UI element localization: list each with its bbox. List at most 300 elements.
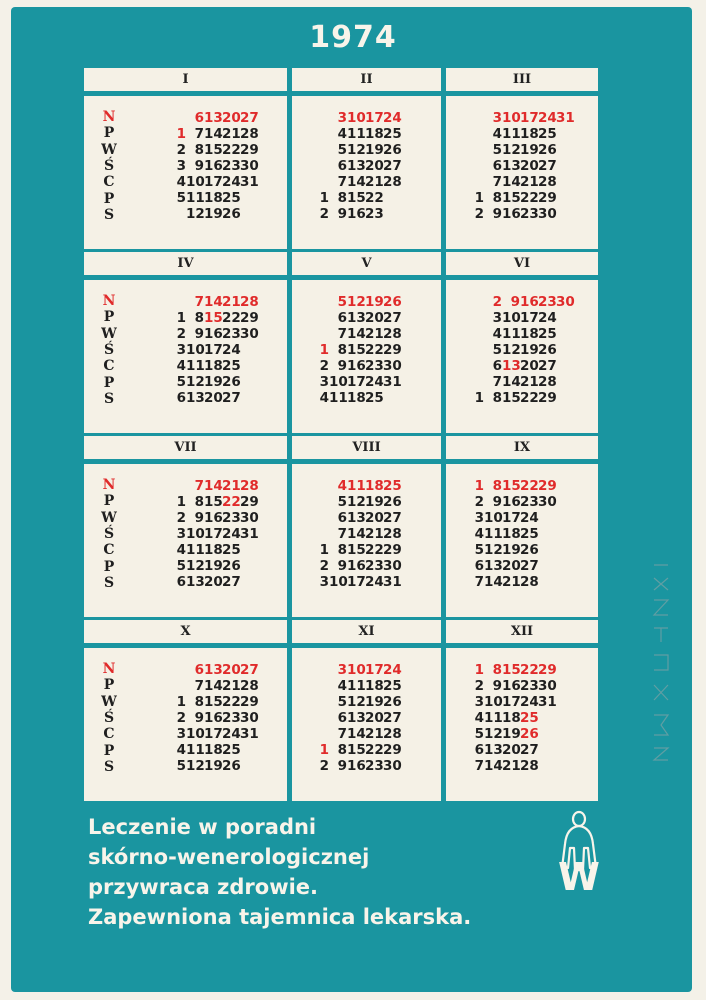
weekday-initial: Ś bbox=[103, 709, 115, 726]
day-number bbox=[556, 126, 574, 142]
day-number bbox=[240, 374, 258, 390]
day-number: 23 bbox=[520, 494, 539, 510]
day-number: 7 bbox=[337, 174, 347, 190]
day-number: 5 bbox=[337, 142, 347, 158]
day-number: 12 bbox=[347, 294, 366, 310]
day-number: 17 bbox=[204, 174, 223, 190]
day-number: 17 bbox=[502, 694, 521, 710]
day-number: 24 bbox=[365, 374, 384, 390]
weekday-initial: C bbox=[103, 174, 115, 191]
day-number: 10 bbox=[329, 574, 348, 590]
month-days-grid bbox=[466, 478, 574, 590]
day-number: 2 bbox=[319, 206, 329, 222]
month-header: IX bbox=[446, 436, 598, 459]
day-number: 23 bbox=[365, 758, 384, 774]
day-number bbox=[168, 662, 186, 678]
day-number: 29 bbox=[538, 478, 557, 494]
day-number: 20 bbox=[204, 574, 223, 590]
month-header: IV bbox=[84, 252, 287, 275]
day-number: 28 bbox=[538, 174, 557, 190]
day-number: 22 bbox=[222, 142, 241, 158]
day-number: 8 bbox=[492, 662, 502, 678]
weekday-initial: N bbox=[102, 109, 116, 125]
day-number: 17 bbox=[520, 110, 539, 126]
day-number: 22 bbox=[520, 478, 539, 494]
day-number: 29 bbox=[383, 542, 402, 558]
weekday-initial: P bbox=[103, 558, 115, 575]
day-number: 26 bbox=[383, 142, 402, 158]
day-number: 13 bbox=[204, 662, 223, 678]
day-number: 8 bbox=[492, 478, 502, 494]
day-number: 28 bbox=[240, 678, 259, 694]
day-number bbox=[538, 574, 556, 590]
day-number: 13 bbox=[347, 510, 366, 526]
day-number: 16 bbox=[347, 758, 366, 774]
day-number: 29 bbox=[538, 190, 557, 206]
day-number: 6 bbox=[194, 662, 204, 678]
day-number: 31 bbox=[556, 110, 575, 126]
day-number: 5 bbox=[474, 542, 484, 558]
month-days-grid bbox=[168, 294, 276, 406]
day-number bbox=[383, 190, 401, 206]
day-number: 25 bbox=[365, 390, 384, 406]
weekday-labels bbox=[96, 478, 122, 590]
day-number: 8 bbox=[337, 542, 347, 558]
month-header: VII bbox=[84, 436, 287, 459]
day-number: 14 bbox=[204, 478, 223, 494]
day-number bbox=[311, 526, 329, 542]
day-number bbox=[466, 358, 484, 374]
day-number: 15 bbox=[502, 190, 521, 206]
day-number: 17 bbox=[204, 726, 223, 742]
day-number: 17 bbox=[347, 574, 366, 590]
weekday-initial: P bbox=[103, 125, 115, 142]
day-number: 21 bbox=[365, 326, 384, 342]
day-number: 17 bbox=[502, 510, 521, 526]
day-number: 28 bbox=[520, 574, 539, 590]
weekday-initial: P bbox=[103, 374, 115, 391]
month-days-grid bbox=[311, 110, 419, 222]
day-number: 21 bbox=[222, 126, 241, 142]
day-number bbox=[311, 310, 329, 326]
day-number bbox=[168, 478, 186, 494]
day-number: 29 bbox=[383, 342, 402, 358]
day-number: 21 bbox=[520, 174, 539, 190]
day-number bbox=[240, 742, 258, 758]
day-number: 19 bbox=[204, 758, 223, 774]
weekday-initial: P bbox=[103, 742, 115, 759]
day-number: 31 bbox=[538, 694, 557, 710]
day-number: 26 bbox=[222, 206, 241, 222]
day-number bbox=[311, 678, 329, 694]
day-number: 7 bbox=[337, 526, 347, 542]
day-number: 5 bbox=[474, 726, 484, 742]
day-number: 19 bbox=[204, 374, 223, 390]
day-number: 9 bbox=[194, 326, 204, 342]
day-number bbox=[466, 326, 484, 342]
day-number: 10 bbox=[502, 310, 521, 326]
day-number bbox=[538, 742, 556, 758]
month-header: VI bbox=[446, 252, 598, 275]
day-number: 4 bbox=[176, 542, 186, 558]
day-number: 1 bbox=[176, 310, 186, 326]
weekday-initial: C bbox=[103, 542, 115, 559]
day-number: 28 bbox=[240, 126, 259, 142]
day-number bbox=[538, 526, 556, 542]
day-number: 16 bbox=[502, 678, 521, 694]
month-header: I bbox=[84, 68, 287, 91]
day-number: 11 bbox=[186, 358, 205, 374]
day-number: 13 bbox=[502, 158, 521, 174]
day-number: 12 bbox=[502, 342, 521, 358]
day-number bbox=[466, 294, 484, 310]
day-number: 24 bbox=[222, 342, 241, 358]
day-number: 31 bbox=[240, 174, 259, 190]
day-number: 19 bbox=[204, 206, 223, 222]
day-number bbox=[311, 326, 329, 342]
weekday-initial: S bbox=[103, 390, 115, 407]
weekday-initial: P bbox=[103, 190, 115, 207]
day-number: 14 bbox=[204, 126, 223, 142]
day-number: 11 bbox=[186, 190, 205, 206]
day-number: 27 bbox=[520, 558, 539, 574]
day-number: 26 bbox=[538, 142, 557, 158]
month-header: II bbox=[292, 68, 441, 91]
day-number: 14 bbox=[347, 326, 366, 342]
day-number bbox=[311, 478, 329, 494]
day-number: 17 bbox=[204, 526, 223, 542]
day-number: 1 bbox=[176, 126, 186, 142]
day-number: 16 bbox=[204, 158, 223, 174]
day-number: 30 bbox=[383, 758, 402, 774]
day-number bbox=[240, 758, 258, 774]
day-number: 17 bbox=[365, 662, 384, 678]
day-number: 14 bbox=[204, 294, 223, 310]
day-number: 30 bbox=[538, 494, 557, 510]
weekday-labels bbox=[96, 110, 122, 222]
day-number: 22 bbox=[365, 342, 384, 358]
day-number: 12 bbox=[186, 558, 205, 574]
day-number bbox=[556, 326, 574, 342]
day-number: 12 bbox=[186, 758, 205, 774]
day-number: 31 bbox=[383, 574, 402, 590]
day-number: 6 bbox=[337, 310, 347, 326]
day-number bbox=[466, 110, 484, 126]
day-number: 13 bbox=[186, 390, 205, 406]
day-number: 12 bbox=[186, 374, 205, 390]
day-number: 20 bbox=[365, 710, 384, 726]
day-number: 24 bbox=[383, 110, 402, 126]
day-number: 25 bbox=[222, 190, 241, 206]
day-number: 22 bbox=[222, 310, 241, 326]
day-number: 27 bbox=[538, 158, 557, 174]
day-number bbox=[556, 206, 574, 222]
day-number: 25 bbox=[520, 710, 539, 726]
day-number: 26 bbox=[520, 726, 539, 742]
day-number: 14 bbox=[484, 758, 503, 774]
weekday-initial: C bbox=[103, 726, 115, 743]
day-number bbox=[383, 390, 401, 406]
day-number: 19 bbox=[365, 294, 384, 310]
day-number: 7 bbox=[194, 294, 204, 310]
day-number: 25 bbox=[383, 678, 402, 694]
day-number bbox=[240, 574, 258, 590]
day-number: 7 bbox=[492, 374, 502, 390]
day-number: 6 bbox=[337, 510, 347, 526]
day-number: 8 bbox=[337, 190, 347, 206]
day-number: 2 bbox=[176, 510, 186, 526]
day-number: 30 bbox=[240, 326, 259, 342]
day-number: 9 bbox=[194, 710, 204, 726]
day-number: 1 bbox=[474, 390, 484, 406]
day-number: 4 bbox=[474, 710, 484, 726]
day-number: 9 bbox=[194, 158, 204, 174]
day-number: 3 bbox=[176, 526, 186, 542]
day-number: 20 bbox=[204, 390, 223, 406]
day-number: 20 bbox=[222, 110, 241, 126]
day-number: 15 bbox=[347, 342, 366, 358]
day-number: 1 bbox=[319, 190, 329, 206]
weekday-initial: W bbox=[101, 693, 117, 710]
day-number bbox=[240, 190, 258, 206]
day-number bbox=[538, 710, 556, 726]
day-number: 21 bbox=[222, 478, 241, 494]
day-number: 9 bbox=[492, 494, 502, 510]
day-number: 8 bbox=[194, 142, 204, 158]
day-number: 6 bbox=[337, 710, 347, 726]
day-number: 22 bbox=[365, 742, 384, 758]
day-number: 27 bbox=[240, 110, 259, 126]
day-number: 15 bbox=[502, 390, 521, 406]
day-number: 24 bbox=[365, 574, 384, 590]
day-number: 5 bbox=[337, 294, 347, 310]
weekday-initial: W bbox=[101, 509, 117, 526]
day-number: 23 bbox=[365, 558, 384, 574]
day-number: 8 bbox=[194, 694, 204, 710]
month-days-grid bbox=[311, 478, 419, 590]
day-number: 18 bbox=[502, 710, 521, 726]
day-number: 11 bbox=[502, 126, 521, 142]
day-number: 12 bbox=[186, 206, 205, 222]
day-number: 21 bbox=[502, 758, 521, 774]
day-number: 13 bbox=[484, 742, 503, 758]
day-number: 25 bbox=[383, 126, 402, 142]
day-number: 28 bbox=[383, 526, 402, 542]
day-number: 30 bbox=[383, 358, 402, 374]
month-days-grid bbox=[168, 662, 276, 774]
day-number: 1 bbox=[319, 742, 329, 758]
day-number: 14 bbox=[502, 174, 521, 190]
day-number: 26 bbox=[222, 374, 241, 390]
clinic-logo-icon bbox=[548, 808, 610, 892]
day-number: 20 bbox=[520, 158, 539, 174]
day-number: 6 bbox=[337, 158, 347, 174]
day-number: 30 bbox=[538, 206, 557, 222]
day-number: 4 bbox=[176, 174, 186, 190]
day-number bbox=[556, 310, 574, 326]
day-number: 16 bbox=[204, 510, 223, 526]
weekday-initial: N bbox=[102, 477, 116, 493]
day-number: 28 bbox=[240, 294, 259, 310]
day-number: 27 bbox=[383, 310, 402, 326]
day-number: 2 bbox=[319, 758, 329, 774]
day-number bbox=[311, 142, 329, 158]
weekday-initial: N bbox=[102, 661, 116, 677]
day-number: 26 bbox=[383, 294, 402, 310]
day-number: 7 bbox=[337, 326, 347, 342]
day-number: 9 bbox=[337, 206, 347, 222]
day-number bbox=[311, 726, 329, 742]
day-number: 26 bbox=[520, 542, 539, 558]
day-number: 11 bbox=[347, 126, 366, 142]
day-number: 17 bbox=[520, 310, 539, 326]
day-number: 7 bbox=[194, 478, 204, 494]
day-number bbox=[556, 342, 574, 358]
day-number bbox=[466, 174, 484, 190]
day-number: 13 bbox=[484, 558, 503, 574]
day-number bbox=[311, 710, 329, 726]
weekday-initial: W bbox=[101, 141, 117, 158]
day-number: 9 bbox=[492, 678, 502, 694]
day-number bbox=[168, 678, 186, 694]
day-number bbox=[466, 158, 484, 174]
day-number bbox=[168, 294, 186, 310]
day-number bbox=[311, 174, 329, 190]
day-number: 16 bbox=[204, 326, 223, 342]
day-number: 1 bbox=[319, 542, 329, 558]
day-number: 18 bbox=[347, 390, 366, 406]
day-number: 2 bbox=[319, 558, 329, 574]
day-number: 2 bbox=[474, 678, 484, 694]
day-number: 8 bbox=[492, 190, 502, 206]
day-number bbox=[240, 206, 258, 222]
day-number: 6 bbox=[474, 742, 484, 758]
day-number: 17 bbox=[204, 342, 223, 358]
day-number: 17 bbox=[347, 374, 366, 390]
day-number: 5 bbox=[337, 694, 347, 710]
day-number: 23 bbox=[222, 510, 241, 526]
day-number: 4 bbox=[474, 526, 484, 542]
day-number: 24 bbox=[520, 694, 539, 710]
day-number: 10 bbox=[347, 110, 366, 126]
day-number: 7 bbox=[492, 174, 502, 190]
weekday-initial: W bbox=[101, 325, 117, 342]
day-number: 19 bbox=[204, 558, 223, 574]
day-number: 20 bbox=[502, 558, 521, 574]
day-number: 9 bbox=[337, 758, 347, 774]
day-number: 1 bbox=[176, 494, 186, 510]
day-number: 7 bbox=[337, 726, 347, 742]
logo-letter: W bbox=[558, 855, 600, 892]
day-number: 23 bbox=[222, 158, 241, 174]
day-number: 16 bbox=[502, 206, 521, 222]
day-number: 29 bbox=[240, 142, 259, 158]
day-number: 5 bbox=[337, 494, 347, 510]
day-number: 3 bbox=[176, 158, 186, 174]
day-number: 31 bbox=[383, 374, 402, 390]
day-number: 15 bbox=[347, 190, 366, 206]
day-number bbox=[311, 694, 329, 710]
day-number bbox=[538, 726, 556, 742]
day-number: 16 bbox=[347, 358, 366, 374]
day-number: 9 bbox=[337, 558, 347, 574]
day-number: 19 bbox=[502, 726, 521, 742]
day-number: 4 bbox=[176, 742, 186, 758]
day-number: 3 bbox=[337, 662, 347, 678]
day-number: 21 bbox=[502, 574, 521, 590]
day-number: 6 bbox=[492, 358, 502, 374]
faint-stamp-mark bbox=[646, 560, 676, 770]
day-number: 26 bbox=[222, 758, 241, 774]
day-number: 11 bbox=[329, 390, 348, 406]
day-number: 24 bbox=[538, 310, 557, 326]
day-number: 10 bbox=[484, 694, 503, 710]
day-number: 15 bbox=[502, 478, 521, 494]
day-number: 2 bbox=[176, 710, 186, 726]
day-number: 4 bbox=[492, 126, 502, 142]
day-number: 30 bbox=[240, 158, 259, 174]
day-number: 18 bbox=[204, 358, 223, 374]
day-number: 20 bbox=[520, 358, 539, 374]
day-number: 12 bbox=[484, 542, 503, 558]
day-number: 19 bbox=[520, 342, 539, 358]
day-number bbox=[466, 342, 484, 358]
weekday-initial: N bbox=[102, 293, 116, 309]
month-days-grid bbox=[466, 294, 574, 406]
day-number: 4 bbox=[319, 390, 329, 406]
day-number: 11 bbox=[186, 542, 205, 558]
day-number: 9 bbox=[492, 206, 502, 222]
day-number: 12 bbox=[347, 494, 366, 510]
day-number: 25 bbox=[222, 358, 241, 374]
weekday-labels bbox=[96, 662, 122, 774]
day-number bbox=[556, 190, 574, 206]
day-number: 5 bbox=[176, 190, 186, 206]
day-number bbox=[240, 390, 258, 406]
day-number: 10 bbox=[347, 662, 366, 678]
day-number: 23 bbox=[222, 710, 241, 726]
day-number: 29 bbox=[538, 390, 557, 406]
weekday-labels bbox=[96, 294, 122, 406]
day-number bbox=[538, 542, 556, 558]
day-number: 13 bbox=[347, 158, 366, 174]
day-number: 11 bbox=[347, 478, 366, 494]
day-number: 20 bbox=[365, 310, 384, 326]
day-number: 22 bbox=[222, 694, 241, 710]
day-number: 27 bbox=[383, 710, 402, 726]
day-number: 3 bbox=[337, 110, 347, 126]
day-number: 4 bbox=[337, 126, 347, 142]
day-number: 16 bbox=[347, 206, 366, 222]
day-number: 8 bbox=[492, 390, 502, 406]
day-number: 18 bbox=[520, 126, 539, 142]
day-number: 3 bbox=[492, 110, 502, 126]
day-number: 27 bbox=[520, 742, 539, 758]
day-number: 23 bbox=[365, 358, 384, 374]
day-number: 31 bbox=[240, 526, 259, 542]
day-number: 10 bbox=[186, 342, 205, 358]
day-number: 16 bbox=[347, 558, 366, 574]
day-number: 1 bbox=[319, 342, 329, 358]
month-days-grid bbox=[168, 478, 276, 590]
day-number: 29 bbox=[240, 494, 259, 510]
day-number: 2 bbox=[474, 494, 484, 510]
day-number: 27 bbox=[383, 158, 402, 174]
day-number: 17 bbox=[365, 110, 384, 126]
day-number: 25 bbox=[222, 542, 241, 558]
day-number: 28 bbox=[538, 374, 557, 390]
day-number: 26 bbox=[383, 494, 402, 510]
